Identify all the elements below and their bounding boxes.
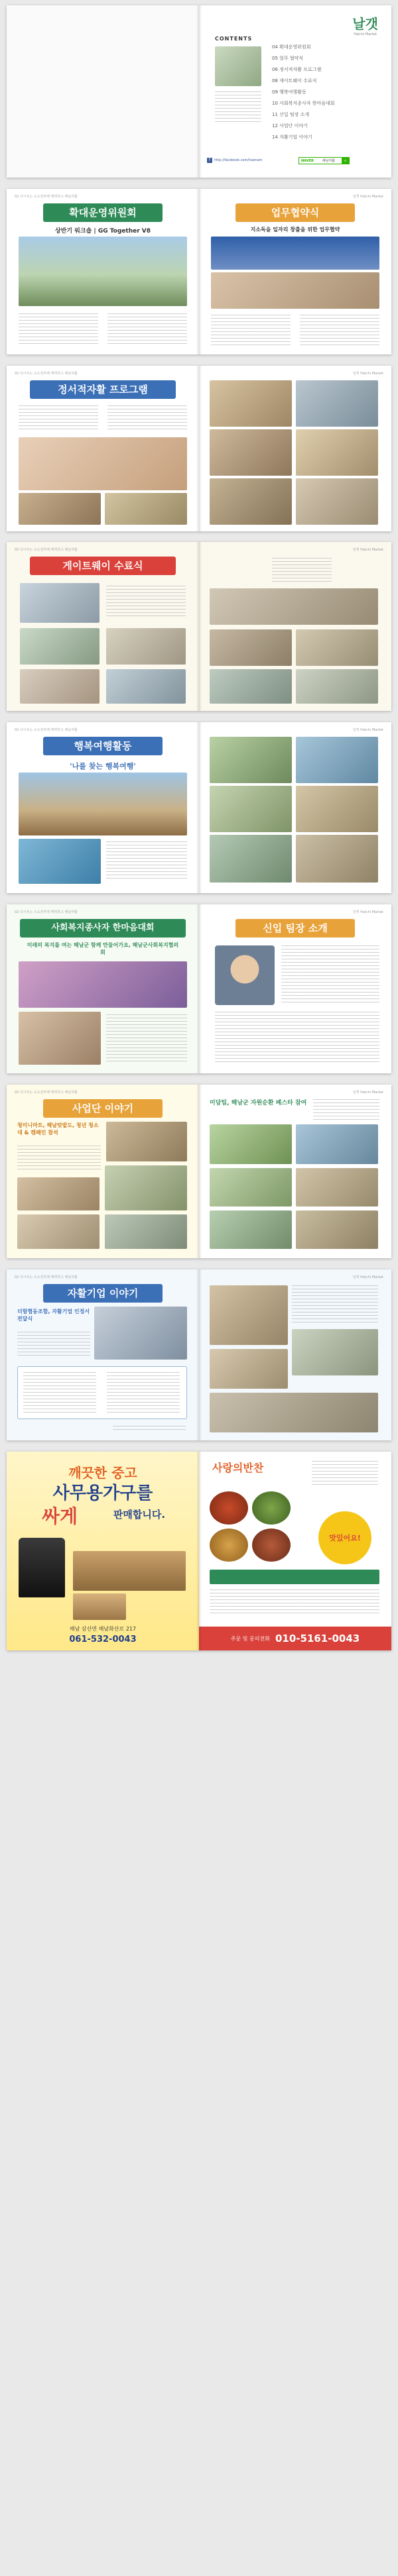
office-desk-image xyxy=(73,1551,186,1591)
mou-banner-photo xyxy=(211,237,379,270)
enterprise-photo-2 xyxy=(210,1285,288,1345)
travel-text xyxy=(106,841,187,881)
emotion-text-2 xyxy=(107,405,187,432)
committee-group-photo xyxy=(19,237,187,306)
side-dish-photo-3 xyxy=(210,1529,248,1562)
spread-emotion xyxy=(7,366,391,531)
spread-welfare-leader xyxy=(7,904,391,1073)
festival-intro xyxy=(313,1099,379,1120)
travel-photo-a xyxy=(210,737,292,783)
side-dish-ad-notice xyxy=(312,1461,378,1487)
gateway-photo-1 xyxy=(20,583,100,623)
contents-item[interactable]: 11 신입 팀장 소개 xyxy=(272,112,310,117)
enterprise-photo-5 xyxy=(210,1393,378,1432)
mou-title: 업무협약식 xyxy=(235,203,355,222)
enterprise-page-left xyxy=(7,1269,199,1440)
running-head: 02 다시쓰는 소도전부래 매력하고 해남자활 xyxy=(15,1091,78,1095)
gutter xyxy=(196,904,202,1073)
enterprise-photo-3 xyxy=(292,1329,378,1375)
business-subtitle: 청미니마트, 해남텃밭도, 청년 청소대 & 캠페인 참석 xyxy=(17,1122,99,1136)
festival-photo-b xyxy=(296,1124,378,1164)
running-head-right: 날갯 Hatchi Market xyxy=(352,910,383,914)
running-head: 02 다시쓰는 소도전부래 매력하고 해남자활 xyxy=(15,1275,78,1279)
business-text xyxy=(17,1146,101,1172)
enterprise-page-right xyxy=(199,1269,391,1440)
emotion-page-right xyxy=(199,366,391,531)
committee-text-2 xyxy=(107,313,187,347)
facebook-url: http://facebook.com/haenam xyxy=(214,158,263,162)
side-dish-footer-label: 주문 및 문의전화 xyxy=(230,1635,270,1642)
enterprise-text-1 xyxy=(17,1332,90,1358)
travel-title: 행복여행활동 xyxy=(43,737,163,755)
gateway-right-photo-4 xyxy=(296,669,378,704)
contents-item[interactable]: 06 정서적자활 프로그램 xyxy=(272,67,322,72)
enterprise-info-left xyxy=(23,1372,96,1415)
business-photo-1 xyxy=(106,1122,187,1161)
gateway-page-right xyxy=(199,542,391,711)
contents-item[interactable]: 08 게이트웨이 수료식 xyxy=(272,78,317,83)
gateway-speech-bubble xyxy=(272,558,332,584)
travel-page-right xyxy=(199,722,391,893)
business-photo-5 xyxy=(105,1214,187,1249)
enterprise-info-right xyxy=(107,1372,180,1415)
naver-search-term: 해남자활 xyxy=(322,159,336,163)
blank-page xyxy=(7,5,199,178)
emotion-photo-f xyxy=(296,478,378,525)
office-chair-image xyxy=(19,1538,65,1597)
shelf-image xyxy=(73,1593,126,1620)
welfare-award-photo xyxy=(19,1012,101,1065)
running-head-right: 날갯 Hatchi Market xyxy=(352,1091,383,1095)
furniture-ad-phone[interactable]: 061-532-0043 xyxy=(69,1635,137,1644)
committee-subtitle: 상반기 워크숍 | GG Together V8 xyxy=(54,228,151,235)
furniture-ad-line-4: 판매합니다. xyxy=(113,1509,166,1521)
mou-text-2 xyxy=(300,315,379,347)
emotion-photo-a xyxy=(210,380,292,427)
gateway-title: 게이트웨이 수료식 xyxy=(30,557,176,575)
contents-list xyxy=(272,44,378,145)
spread-business xyxy=(7,1085,391,1258)
gutter xyxy=(196,542,202,711)
travel-photo-b xyxy=(296,737,378,783)
festival-photo-d xyxy=(296,1168,378,1207)
contents-item[interactable]: 14 자활기업 이야기 xyxy=(272,134,312,140)
gateway-note-1 xyxy=(106,586,186,619)
naver-search[interactable] xyxy=(298,157,350,164)
emotion-photo-d xyxy=(296,429,378,476)
travel-photo-d xyxy=(296,786,378,832)
committee-title: 확대운영위원회 xyxy=(43,203,163,222)
contents-heading: CONTENTS xyxy=(215,36,253,42)
gateway-class-photo xyxy=(210,588,378,625)
gutter xyxy=(196,5,202,178)
side-dish-badge-text: 맛있어요! xyxy=(329,1534,361,1542)
festival-photo-c xyxy=(210,1168,292,1207)
enterprise-subtitle: 더함협동조합, 자활기업 인정서 전달식 xyxy=(17,1309,90,1322)
committee-text-1 xyxy=(19,313,98,347)
travel-photo-f xyxy=(296,835,378,883)
furniture-ad xyxy=(7,1452,199,1650)
gutter xyxy=(196,1085,202,1258)
enterprise-photo-4 xyxy=(210,1349,288,1389)
gutter xyxy=(196,1269,202,1440)
running-head-right: 날갯 Hatchi Market xyxy=(352,372,383,376)
enterprise-footer xyxy=(113,1426,186,1432)
side-dish-ad-title: 사랑의반찬 xyxy=(212,1462,264,1474)
side-dish-ad xyxy=(199,1452,391,1650)
running-head-right: 날갯 Hatchi Market xyxy=(352,728,383,732)
furniture-ad-line-2: 사무용가구를 xyxy=(52,1483,153,1503)
emotion-hands-photo xyxy=(19,437,187,490)
travel-aquarium-photo xyxy=(19,839,101,884)
mou-page xyxy=(199,189,391,354)
gateway-right-photo-2 xyxy=(296,629,378,666)
running-head-right: 날갯 Hatchi Market xyxy=(352,548,383,552)
side-dish-badge xyxy=(318,1511,371,1564)
magazine-sub: Hatchi Market xyxy=(354,32,377,36)
furniture-ad-address: 해남 삼산면 해남화산로 217 xyxy=(69,1626,137,1632)
magazine-title: 날갯 xyxy=(352,16,378,32)
side-dish-footer xyxy=(199,1627,391,1650)
emotion-page-left xyxy=(7,366,199,531)
business-title: 사업단 이야기 xyxy=(43,1099,163,1118)
welfare-stage-photo xyxy=(19,961,187,1008)
welfare-page xyxy=(7,904,199,1073)
spread-ads xyxy=(7,1452,391,1650)
magazine-logo xyxy=(352,13,378,36)
gateway-right-photo-3 xyxy=(210,669,292,704)
contents-intro-text xyxy=(215,91,261,125)
gateway-right-photo-1 xyxy=(210,629,292,666)
side-dish-photo-1 xyxy=(210,1491,248,1525)
contents-item[interactable]: 10 사회복지종사자 한마음대회 xyxy=(272,101,335,106)
facebook-link[interactable] xyxy=(207,158,263,163)
side-dish-phone[interactable]: 010-5161-0043 xyxy=(275,1633,360,1644)
mou-text-1 xyxy=(211,315,291,347)
side-dish-photo-4 xyxy=(252,1529,291,1562)
contents-item[interactable]: 09 행복여행활동 xyxy=(272,89,306,95)
emotion-craft-photo-2 xyxy=(105,493,187,525)
mou-subtitle: 지소독을 일자리 창출을 위한 업무협약 xyxy=(250,227,340,233)
side-dish-photo-2 xyxy=(252,1491,291,1525)
spread-gateway xyxy=(7,542,391,711)
enterprise-photo-1 xyxy=(94,1307,187,1360)
travel-photo-c xyxy=(210,786,292,832)
running-head: 02 다시쓰는 소도전부래 매력하고 해남자활 xyxy=(15,910,78,914)
festival-photo-a xyxy=(210,1124,292,1164)
contents-photo-block xyxy=(215,46,261,86)
gateway-photo-3 xyxy=(106,628,186,665)
business-page xyxy=(7,1085,199,1258)
furniture-ad-line-1: 깨끗한 중고 xyxy=(68,1465,137,1481)
contents-item[interactable]: 04 확대운영위원회 xyxy=(272,44,311,50)
side-dish-info xyxy=(210,1589,379,1616)
festival-page xyxy=(199,1085,391,1258)
gateway-photo-5 xyxy=(106,669,186,704)
business-photo-3 xyxy=(105,1165,187,1210)
travel-photo-e xyxy=(210,835,292,883)
furniture-ad-line-3: 싸게 xyxy=(41,1505,78,1527)
running-head: 02 다시쓰는 소도전부래 매력하고 해남자활 xyxy=(15,372,78,376)
gutter xyxy=(196,1452,202,1650)
travel-page-left xyxy=(7,722,199,893)
side-dish-banner xyxy=(210,1570,379,1584)
contents-item[interactable]: 05 업무 협약식 xyxy=(272,56,304,61)
running-head-right: 날갯 Hatchi Market xyxy=(352,195,383,199)
emotion-text-1 xyxy=(19,405,98,432)
gateway-photo-4 xyxy=(20,669,100,704)
spread-contents xyxy=(7,5,391,178)
newleader-quote xyxy=(281,945,379,1005)
emotion-photo-b xyxy=(296,380,378,427)
contents-item[interactable]: 12 사업단 이야기 xyxy=(272,123,308,129)
running-head-right: 날갯 Hatchi Market xyxy=(352,1275,383,1279)
running-head: 02 다시쓰는 소도전부래 매력하고 해남자활 xyxy=(15,548,78,552)
welfare-text xyxy=(106,1014,187,1063)
mou-signing-photo xyxy=(211,272,379,309)
welfare-subtitle: 미래의 복지를 여는 해남군 함께 만들어가요, 해남군사회복지협의회 xyxy=(27,942,179,955)
emotion-title: 정서적자활 프로그램 xyxy=(30,380,176,399)
emotion-photo-c xyxy=(210,429,292,476)
gutter xyxy=(196,189,202,354)
running-head: 02 다시쓰는 소도전부래 매력하고 해남자활 xyxy=(15,728,78,732)
travel-group-photo xyxy=(19,773,187,835)
newleader-portrait xyxy=(215,945,275,1005)
gateway-page-left xyxy=(7,542,199,711)
running-head: 02 다시쓰는 소도전부래 매력하고 해남자활 xyxy=(15,195,78,199)
festival-photo-e xyxy=(210,1210,292,1249)
search-icon: ⌕ xyxy=(342,157,349,164)
newleader-title: 신입 팀장 소개 xyxy=(235,919,355,938)
spread-enterprise xyxy=(7,1269,391,1440)
committee-page xyxy=(7,189,199,354)
emotion-photo-e xyxy=(210,478,292,525)
festival-photo-f xyxy=(296,1210,378,1249)
spread-committee-mou xyxy=(7,189,391,354)
business-photo-2 xyxy=(17,1177,100,1210)
emotion-craft-photo-1 xyxy=(19,493,101,525)
newleader-page xyxy=(199,904,391,1073)
gutter xyxy=(196,366,202,531)
festival-title: 미담팀, 해남군 자원순환 페스타 참여 xyxy=(210,1100,307,1106)
newleader-text xyxy=(215,1012,379,1065)
enterprise-text-2 xyxy=(292,1285,378,1325)
travel-quote: '나를 찾는 행복여행' xyxy=(70,762,136,771)
welfare-title: 사회복지종사자 한마음대회 xyxy=(20,919,186,938)
enterprise-title: 자활기업 이야기 xyxy=(43,1284,163,1303)
enterprise-info-box xyxy=(17,1366,187,1419)
naver-label: NAVER xyxy=(301,158,314,163)
contents-page xyxy=(199,5,391,178)
gutter xyxy=(196,722,202,893)
gateway-photo-2 xyxy=(20,628,100,665)
business-photo-4 xyxy=(17,1214,100,1249)
spread-travel xyxy=(7,722,391,893)
facebook-icon: f xyxy=(207,158,212,163)
